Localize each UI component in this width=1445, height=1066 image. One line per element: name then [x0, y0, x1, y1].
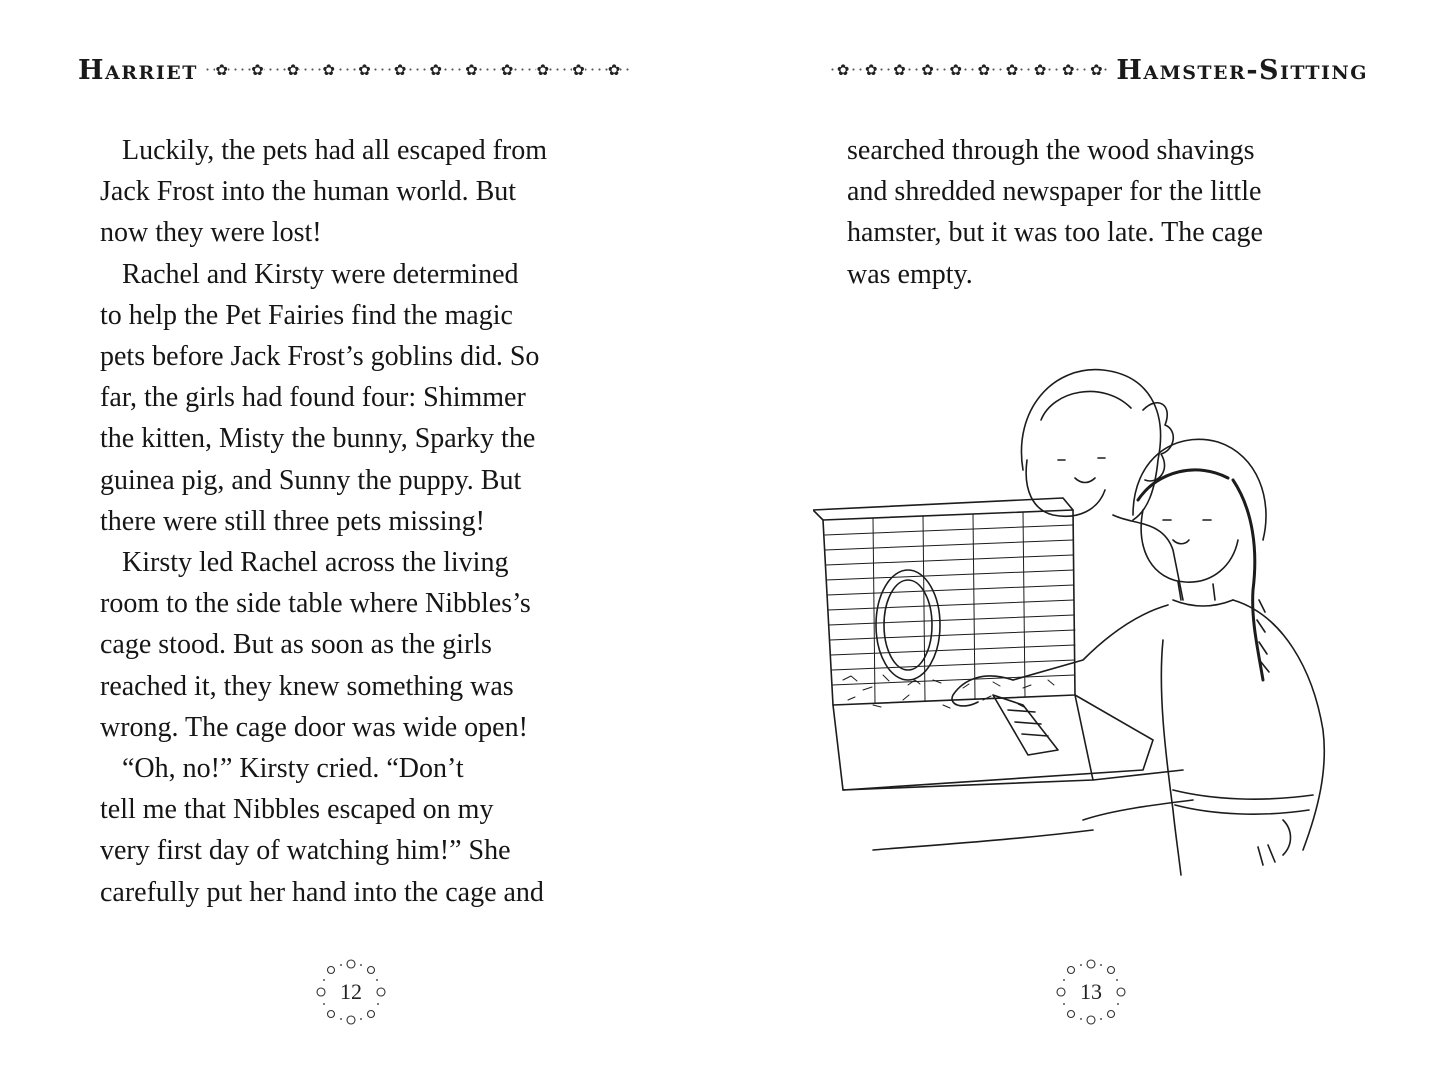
text-line: the kitten, Misty the bunny, Sparky the	[100, 423, 536, 455]
running-head-title: Hamster-Sitting	[1116, 54, 1368, 86]
text-line: there were still three pets missing!	[100, 505, 485, 537]
text-line: carefully put her hand into the cage and	[100, 876, 544, 908]
text-line: Kirsty led Rachel across the living	[122, 547, 509, 579]
text-line: room to the side table where Nibbles’s	[100, 588, 531, 620]
text-line: pets before Jack Frost’s goblins did. So	[100, 341, 540, 373]
girls-at-hamster-cage-illustration	[813, 350, 1393, 880]
page-number-text: 12	[340, 979, 362, 1004]
text-line: “Oh, no!” Kirsty cried. “Don’t	[122, 753, 464, 785]
text-line: and shredded newspaper for the little	[847, 176, 1262, 208]
text-line: reached it, they knew something was	[100, 670, 514, 702]
body-text-right	[847, 130, 1327, 295]
text-line: very first day of watching him!” She	[100, 835, 511, 867]
right-page	[723, 0, 1445, 1066]
text-line: hamster, but it was too late. The cage	[847, 217, 1263, 249]
page-number-left	[311, 956, 391, 1028]
text-line: cage stood. But as soon as the girls	[100, 629, 492, 661]
text-line: Luckily, the pets had all escaped from	[122, 135, 548, 166]
running-head-right	[823, 50, 1368, 90]
text-line: to help the Pet Fairies find the magic	[100, 299, 513, 331]
left-page	[0, 0, 722, 1066]
text-line: far, the girls had found four: Shimmer	[100, 382, 526, 414]
text-line: Jack Frost into the human world. But	[100, 176, 517, 208]
running-head-title: Harriet	[78, 54, 198, 86]
page-number-right	[1051, 956, 1131, 1028]
text-line: tell me that Nibbles escaped on my	[100, 794, 494, 826]
text-line: now they were lost!	[100, 217, 322, 249]
text-line: guinea pig, and Sunny the puppy. But	[100, 464, 522, 496]
body-text-left	[100, 130, 600, 913]
flower-vine-icon: ✿ ✿ ✿ ✿ ✿ ✿ ✿ ✿ ✿ ✿ ✿ ✿	[204, 57, 632, 83]
text-line: searched through the wood shavings	[847, 135, 1255, 166]
text-line: wrong. The cage door was wide open!	[100, 711, 528, 743]
page-number-text: 13	[1080, 979, 1102, 1004]
text-line: Rachel and Kirsty were determined	[122, 258, 519, 290]
running-head-left	[78, 50, 638, 90]
text-line: was empty.	[847, 258, 973, 290]
flower-vine-icon: ✿ ✿ ✿ ✿ ✿ ✿ ✿ ✿ ✿ ✿	[829, 57, 1110, 83]
